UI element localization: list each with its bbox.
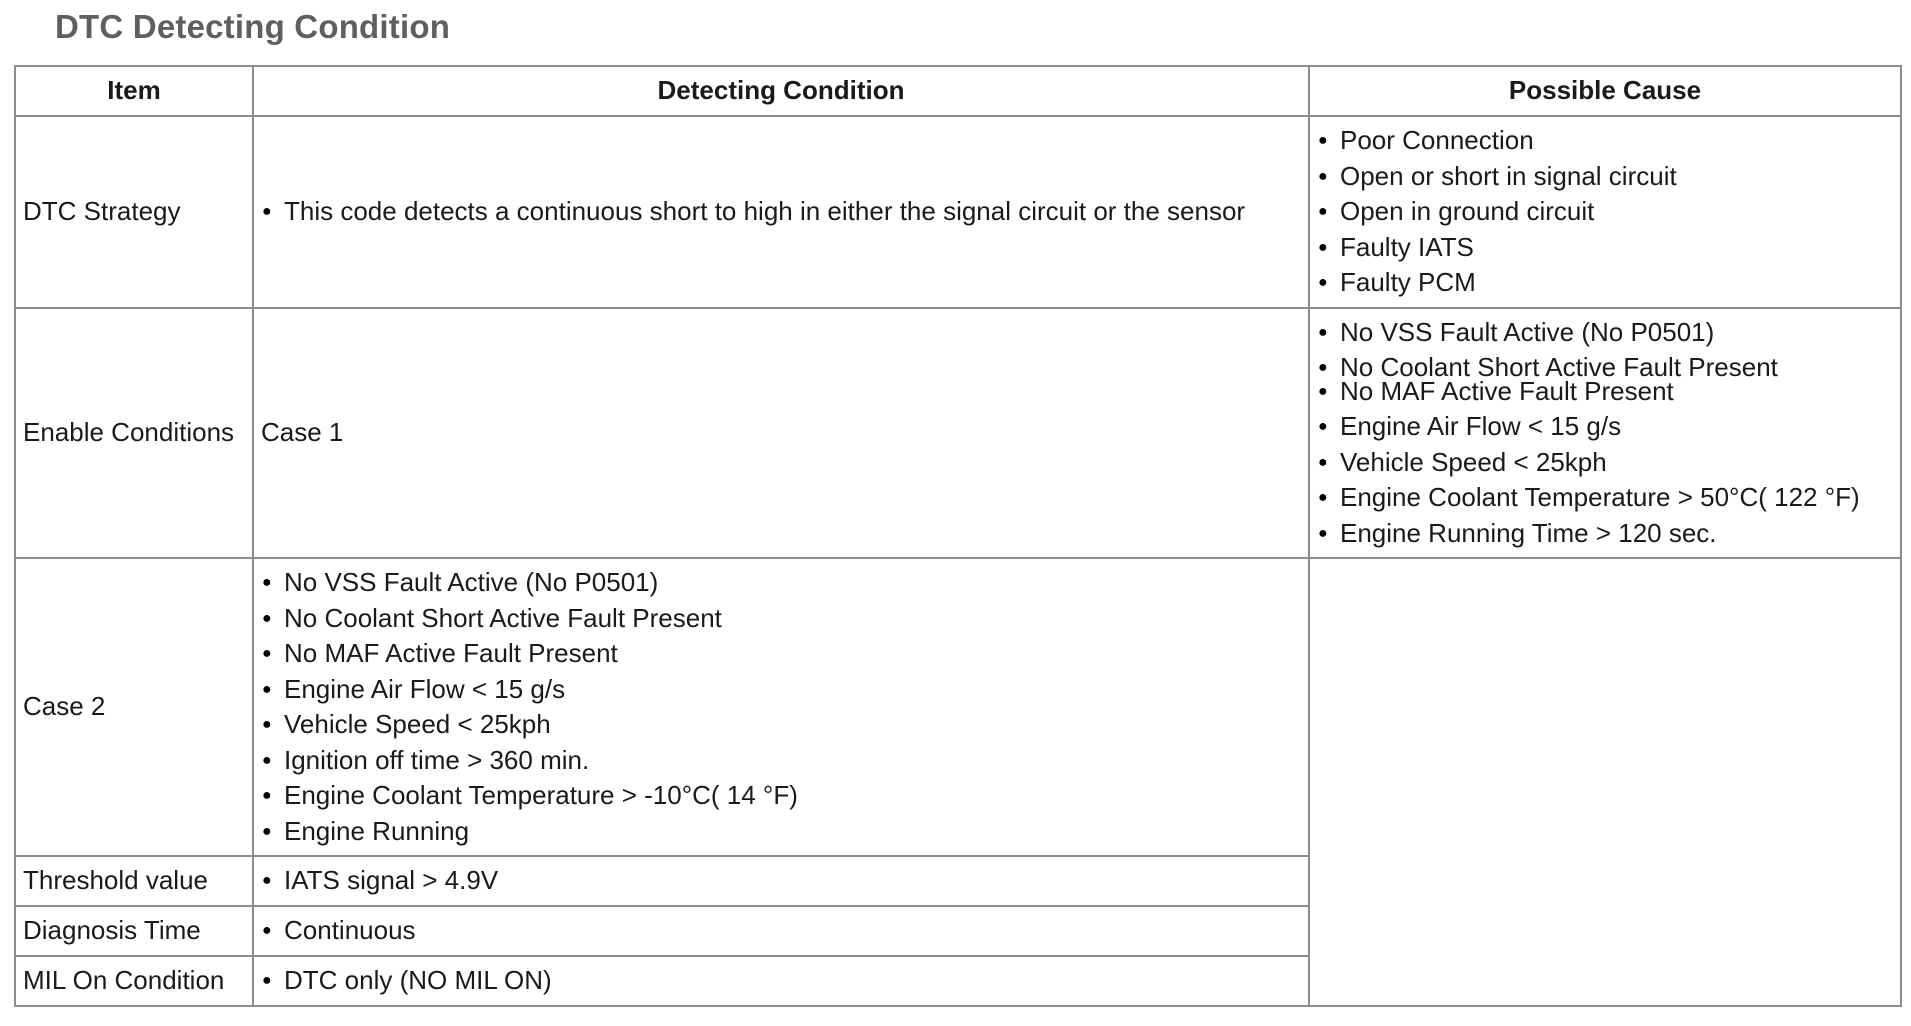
condition-list (261, 863, 1301, 899)
list-item: ● Poor Connection (1317, 123, 1893, 159)
condition-cell (253, 906, 1309, 956)
dtc-table (14, 65, 1902, 1007)
table-row-enable-conditions (15, 308, 1901, 559)
list-item: ● Open or short in signal circuit (1317, 159, 1893, 195)
condition-cell (253, 856, 1309, 906)
condition-cell (253, 116, 1309, 308)
list-item: ● Vehicle Speed < 25kph (1317, 445, 1893, 481)
table-row-dtc-strategy (15, 116, 1901, 308)
condition-cell: Case 1 (253, 308, 1309, 559)
list-item: ● Engine Coolant Temperature > 50°C( 122 °F) (1317, 480, 1893, 516)
header-item: Item (15, 66, 253, 116)
list-item: ● Engine Running (261, 814, 1301, 850)
list-item: ● Engine Air Flow < 15 g/s (261, 672, 1301, 708)
item-cell: Diagnosis Time (15, 906, 253, 956)
list-item: ● No VSS Fault Active (No P0501) (261, 565, 1301, 601)
cause-cell (1309, 308, 1901, 559)
list-item: ● No MAF Active Fault Present (1317, 374, 1893, 410)
list-item: ● Open in ground circuit (1317, 194, 1893, 230)
list-item: ● This code detects a continuous short to high in either the signal circuit or the sensor (261, 194, 1301, 230)
condition-cell (253, 558, 1309, 856)
condition-list (261, 565, 1301, 849)
list-item: ● Vehicle Speed < 25kph (261, 707, 1301, 743)
cause-list (1317, 123, 1893, 301)
item-cell: Threshold value (15, 856, 253, 906)
list-item: ● Continuous (261, 913, 1301, 949)
list-item: ● Faulty IATS (1317, 230, 1893, 266)
list-item: ● Faulty PCM (1317, 265, 1893, 301)
cause-list (1317, 315, 1893, 552)
cause-cell (1309, 116, 1901, 308)
condition-list (261, 963, 1301, 999)
list-item: ● DTC only (NO MIL ON) (261, 963, 1301, 999)
page-title: DTC Detecting Condition (55, 8, 451, 45)
header-row (15, 66, 1901, 116)
item-cell: Enable Conditions (15, 308, 253, 559)
item-cell: MIL On Condition (15, 956, 253, 1006)
list-item: ● Engine Air Flow < 15 g/s (1317, 409, 1893, 445)
header-detecting-condition: Detecting Condition (253, 66, 1309, 116)
list-item: ● No MAF Active Fault Present (261, 636, 1301, 672)
list-item: ● No Coolant Short Active Fault Present (261, 601, 1301, 637)
item-cell: Case 2 (15, 558, 253, 856)
list-item: ● No Coolant Short Active Fault Present (1317, 350, 1893, 386)
header-possible-cause: Possible Cause (1309, 66, 1901, 116)
empty-cause-cell (1309, 558, 1901, 1006)
list-item: ● IATS signal > 4.9V (261, 863, 1301, 899)
condition-list (261, 913, 1301, 949)
list-item: ● No VSS Fault Active (No P0501) (1317, 315, 1893, 351)
list-item: ● Engine Coolant Temperature > -10°C( 14 °F) (261, 778, 1301, 814)
table-row-case-2 (15, 558, 1901, 856)
list-item: ● Engine Running Time > 120 sec. (1317, 516, 1893, 552)
condition-cell (253, 956, 1309, 1006)
item-cell: DTC Strategy (15, 116, 253, 308)
list-item: ● Ignition off time > 360 min. (261, 743, 1301, 779)
condition-list (261, 194, 1301, 230)
